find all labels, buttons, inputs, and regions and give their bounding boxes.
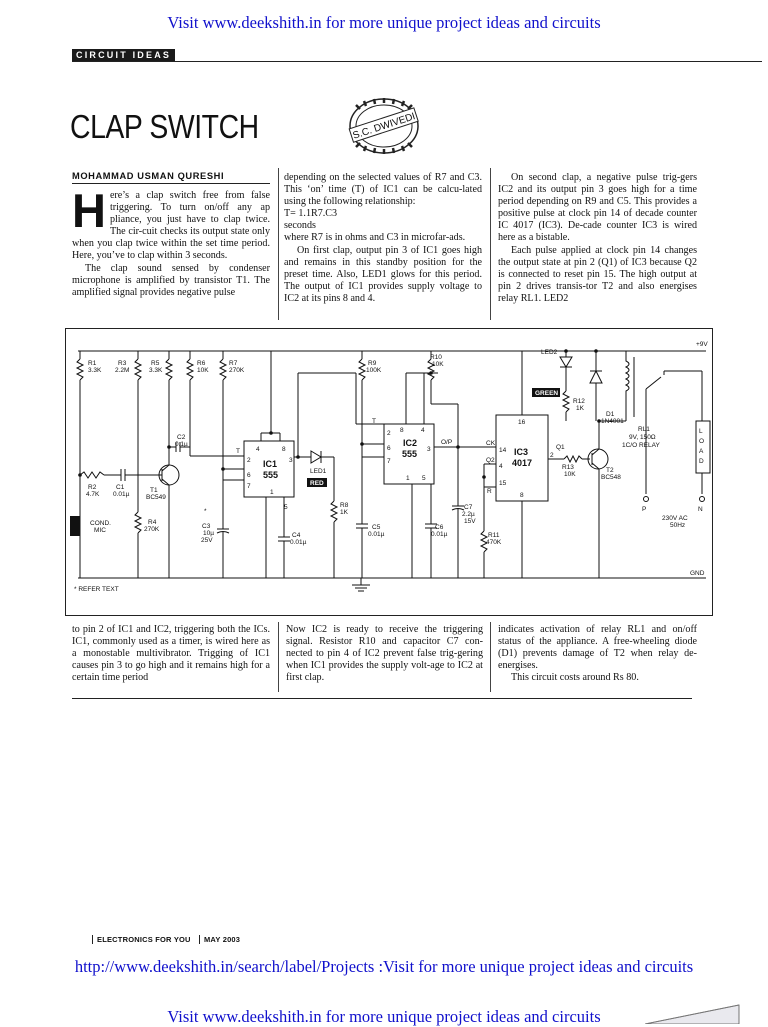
section-rule [72, 61, 762, 62]
column-3-bottom [498, 624, 697, 684]
c7-rating: 15V [464, 518, 476, 525]
t1-value: BC549 [146, 494, 166, 501]
led2-label: LED2 [541, 349, 558, 356]
r12-value: 1K [576, 405, 584, 412]
mains-voltage: 230V AC [662, 515, 688, 522]
c5-value: 0.01µ [368, 531, 385, 538]
r6-value: 10K [197, 367, 209, 374]
r7-value: 270K [229, 367, 245, 374]
led2-color: GREEN [535, 390, 559, 397]
r2-label: R2 [88, 484, 97, 491]
column-2-top [284, 172, 482, 305]
r13-label: R13 [562, 464, 574, 471]
load-letter: D [699, 458, 704, 465]
ic3-pin: 2 [550, 452, 554, 459]
mains-frequency: 50Hz [670, 522, 686, 529]
bottom-banner-link[interactable]: Visit www.deekshith.in for more unique project ideas and circuits [167, 1007, 601, 1026]
page-footer [92, 935, 240, 944]
r3-label: R3 [118, 360, 127, 367]
relay-label: RL1 [638, 426, 650, 433]
column-3-top [498, 172, 697, 305]
relay-spec: 9V, 150Ω [629, 434, 656, 441]
c6-label: C6 [435, 524, 444, 531]
d1-label: D1 [606, 411, 615, 418]
ic3-pin: 8 [520, 492, 524, 499]
column-divider [490, 622, 491, 692]
ic1-trigger-label: T [236, 448, 240, 455]
column-divider [490, 168, 491, 320]
ic3-pin: 14 [499, 447, 507, 454]
column-2-bottom [286, 624, 483, 684]
ic3-pin: 4 [499, 463, 503, 470]
r5-value: 3.3K [149, 367, 163, 374]
author-stamp [338, 95, 430, 157]
ic2-pin: 3 [427, 446, 431, 453]
ic1-type: 555 [263, 470, 279, 480]
ic3-reset-label: R [487, 488, 492, 495]
c4-label: C4 [292, 532, 301, 539]
t2-label: T2 [606, 467, 614, 474]
page-curl-icon [645, 1003, 741, 1024]
d1-value: 1N4001 [601, 418, 624, 425]
ic2-pin: 2 [387, 430, 391, 437]
c7-label: C7 [464, 504, 473, 511]
c7-value: 2.2µ [462, 511, 475, 518]
ic2-pin: 7 [387, 458, 391, 465]
column-1-bottom [72, 624, 270, 684]
ic1-name: IC1 [263, 459, 278, 469]
c1-label: C1 [116, 484, 125, 491]
c1-value: 0.01µ [113, 491, 130, 498]
ic3-pin: 15 [499, 480, 507, 487]
r3-value: 2.2M [115, 367, 130, 374]
r13-value: 10K [564, 471, 576, 478]
ground-label: GND [690, 570, 705, 577]
paragraph: ere’s a clap switch free from false triggering. To turn on/off any ap pliance, you just have to clap twice. The cir-cuit checks its output state only when you clap twice within the set time period. Here, you’ve to clap within 3 seconds. [72, 190, 270, 262]
load-letter: A [699, 448, 704, 455]
ic2-pin: 6 [387, 445, 391, 452]
ic3-name: IC3 [514, 447, 529, 457]
c3-label: C3 [202, 523, 211, 530]
r11-value: 470K [486, 539, 502, 546]
c2-value: 0.1µ [175, 441, 188, 448]
r4-label: R4 [148, 519, 157, 526]
paragraph: to pin 2 of IC1 and IC2, triggering both the ICs. IC1, commonly used as a timer, is wired here as a monostable multivibrator. Trigging of IC1 causes pin 3 to go high and it remains high for a certain time period [72, 624, 270, 684]
r5-label: R5 [151, 360, 160, 367]
column-divider [278, 168, 279, 320]
ic1-pin: 8 [282, 446, 286, 453]
q1-label: Q1 [556, 444, 565, 451]
mains-neutral: N [698, 506, 703, 513]
ic2-pin: 4 [421, 427, 425, 434]
issue-date: MAY 2003 [199, 935, 240, 944]
ic2-pin: 8 [400, 427, 404, 434]
paragraph: On first clap, output pin 3 of IC1 goes high and remains in this standby position for the preset time. Also, LED1 glows for this period. The output of IC1 provides supply voltage to IC2 at its pins 8 and 4. [284, 244, 482, 304]
t2-value: BC548 [601, 474, 621, 481]
r1-label: R1 [88, 360, 97, 367]
r2-value: 4.7K [86, 491, 100, 498]
mains-phase: P [642, 506, 647, 513]
supply-label: +9V [696, 341, 708, 348]
paragraph: The clap sound sensed by condenser microphone is amplified by transistor T1. The amplified signal provides negative pulse [72, 262, 270, 298]
stamp-text: S.C. DWIVEDI [351, 111, 417, 142]
paragraph: depending on the selected values of R7 and C3. This ‘on’ time (T) of IC1 can be calcu-lated using the following relationship: [284, 172, 482, 208]
load-letter: O [699, 438, 705, 445]
r12-label: R12 [573, 398, 585, 405]
ic2-type: 555 [402, 449, 418, 459]
ic1-pin: 4 [256, 446, 260, 453]
ic2-pin: 1 [406, 475, 410, 482]
paragraph: Each pulse applied at clock pin 14 changes the output state at pin 2 (Q1) of IC3 because Q2 is connected to reset pin 15. The high output at pin 2 drives transis-tor T2 and also energises relay RL1. LED2 [498, 244, 697, 304]
r8-label: R8 [340, 502, 349, 509]
projects-url-link[interactable]: http://www.deekshith.in/search/label/Projects :Visit for more unique project ideas and circuits [74, 957, 694, 976]
paragraph: This circuit costs around Rs 80. [511, 672, 639, 684]
ic3-pin: 16 [518, 419, 526, 426]
refer-note: * REFER TEXT [74, 586, 119, 593]
column-1-top [72, 184, 270, 299]
paragraph: seconds [284, 220, 316, 232]
ic2-trigger-label: T [372, 418, 376, 425]
ic2-name: IC2 [403, 438, 418, 448]
drop-cap: H [72, 184, 106, 237]
column-divider [278, 622, 279, 692]
ic3-q2-label: Q2 [486, 457, 495, 464]
ic1-pin: 2 [247, 457, 251, 464]
led1-color: RED [310, 480, 324, 487]
r11-label: R11 [488, 532, 500, 539]
ic3-type: 4017 [512, 458, 533, 468]
r7-label: R7 [229, 360, 238, 367]
top-banner-link[interactable]: Visit www.deekshith.in for more unique project ideas and circuits [167, 13, 601, 32]
ic3-clock-label: CK [486, 440, 496, 447]
load-letter: L [699, 428, 703, 435]
r9-value: 100K [366, 367, 382, 374]
ic2-pin: 5 [422, 475, 426, 482]
r10-value: 10K [432, 361, 444, 368]
c3-star: * [204, 508, 207, 515]
paragraph: On second clap, a negative pulse trig-gers IC2 and its output pin 3 goes high for a time period depending on R9 and C5. This provides a positive pulse at clock pin 14 of decade counter IC 4017 (IC3). De-cade counter IC3 is wired here as a bistable. [498, 172, 697, 244]
r1-value: 3.3K [88, 367, 102, 374]
paragraph: indicates activation of relay RL1 and on/off status of the appliance. A free-wheeling diode (D1) prevents damage of T2 when relay de-energises. [498, 624, 697, 672]
circuit-diagram [65, 328, 713, 616]
mic-value: MIC [94, 527, 106, 534]
ic1-pin: 7 [247, 483, 251, 490]
ic1-pin: 6 [247, 472, 251, 479]
paragraph: where R7 is in ohms and C3 in microfar-ads. [284, 232, 466, 244]
article-end-rule [72, 698, 692, 699]
r4-value: 270K [144, 526, 160, 533]
r10-label: R10 [430, 354, 442, 361]
t1-label: T1 [150, 487, 158, 494]
mic-label: COND. [90, 520, 111, 527]
c3-rating: 25V [201, 537, 213, 544]
formula: T= 1.1R7.C3 [284, 208, 338, 220]
paragraph: Now IC2 is ready to receive the triggering signal. Resistor R10 and capacitor C7 con-nected to pin 4 of IC2 prevent false trig-gering when IC1 provides the supply volt-age to IC2 at first clap. [286, 624, 483, 684]
c4-value: 0.01µ [290, 539, 307, 546]
ic1-pin: 5 [284, 504, 288, 511]
c5-label: C5 [372, 524, 381, 531]
article-title: CLAP SWITCH [70, 108, 259, 145]
c6-value: 0.01µ [431, 531, 448, 538]
r9-label: R9 [368, 360, 377, 367]
c3-value: 10µ [203, 530, 214, 537]
ic2-output-label: O/P [441, 439, 453, 446]
r6-label: R6 [197, 360, 206, 367]
led1-label: LED1 [310, 468, 327, 475]
relay-type: 1C/O RELAY [622, 442, 660, 449]
section-tag: CIRCUIT IDEAS [72, 49, 175, 61]
ic1-pin: 1 [270, 489, 274, 496]
ic1-pin: 3 [289, 457, 293, 464]
author-name: MOHAMMAD USMAN QURESHI [72, 171, 225, 181]
r8-value: 1K [340, 509, 348, 516]
magazine-name: ELECTRONICS FOR YOU [92, 935, 191, 944]
c2-label: C2 [177, 434, 186, 441]
